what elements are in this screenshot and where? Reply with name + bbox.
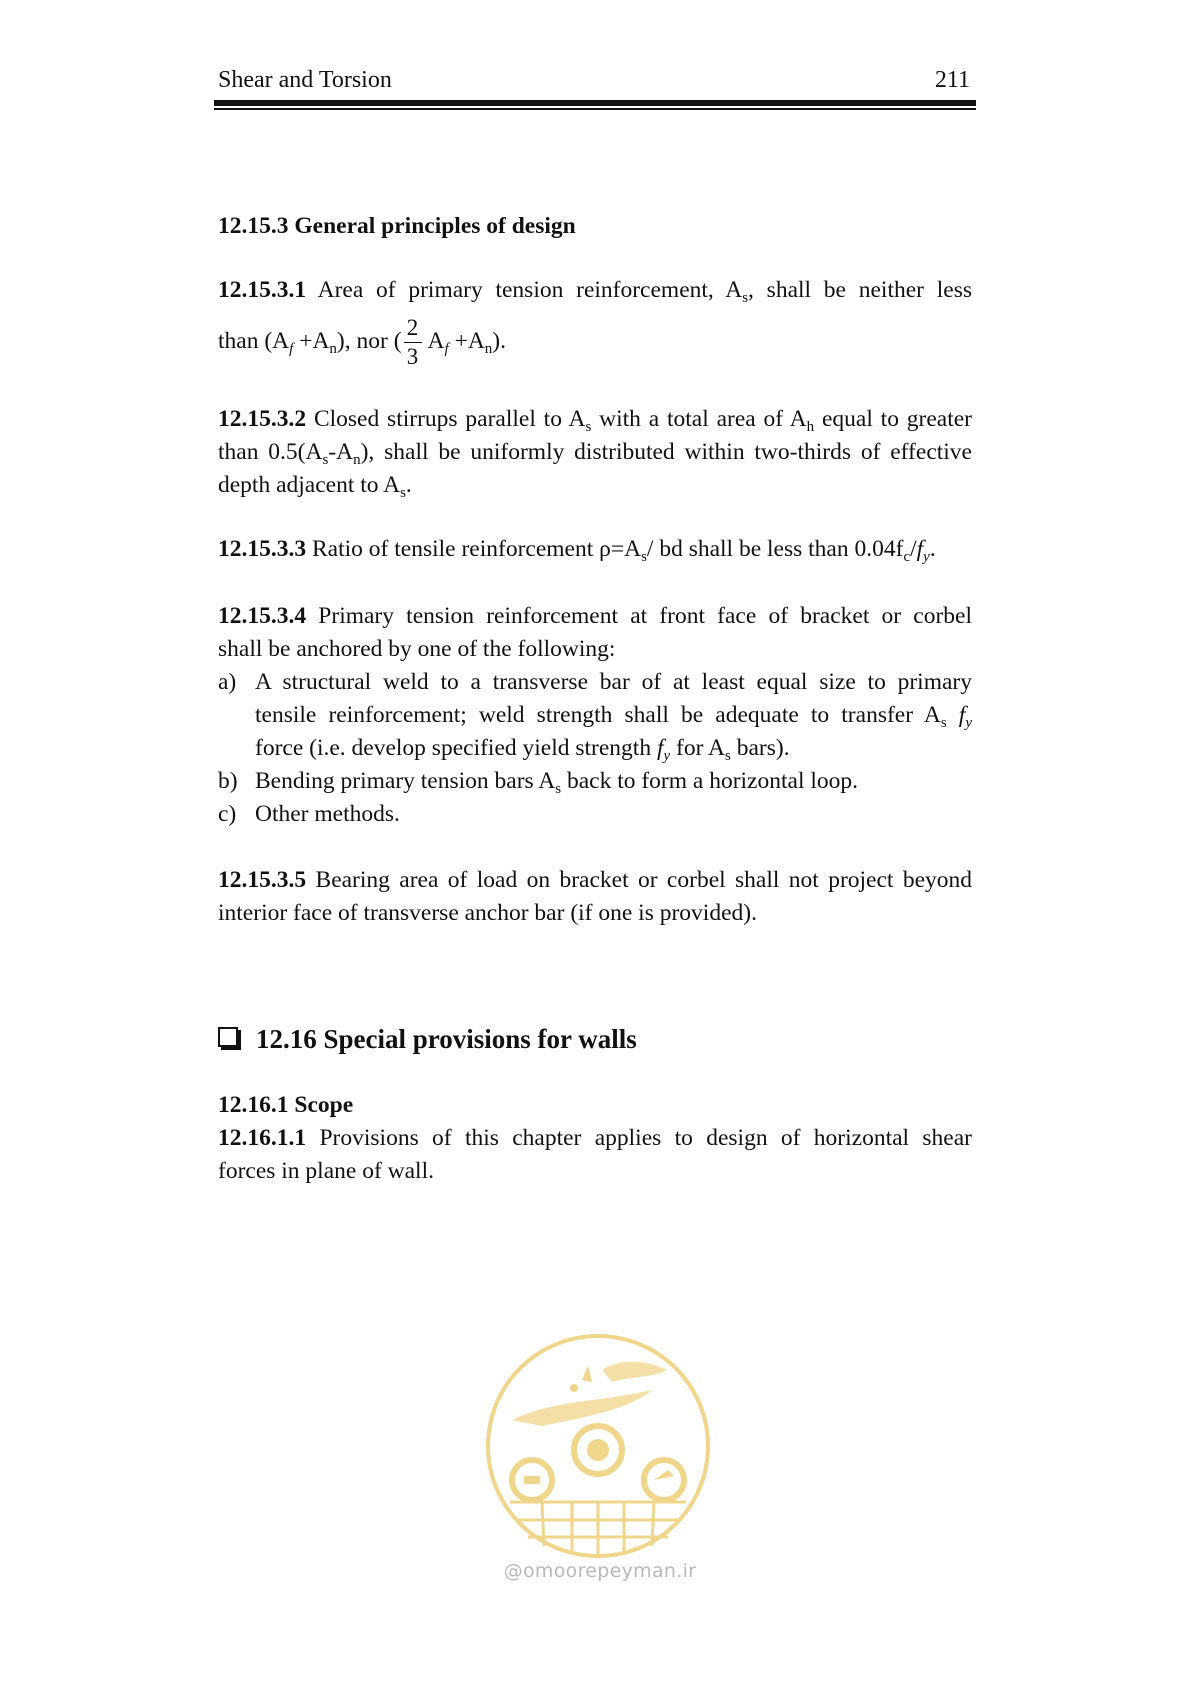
fraction-two-thirds: $\frac{2}{3}$ <box>404 315 422 370</box>
list-marker: b) <box>218 768 238 794</box>
paragraph-line: depth adjacent to $A_s$. <box>218 472 412 501</box>
section-heading-12-15-3: 12.15.3 General principles of design <box>218 213 576 239</box>
clause-number: 12.15.3.2 <box>218 406 307 432</box>
running-header-title: Shear and Torsion <box>218 67 392 93</box>
checkbox-square-icon <box>218 1027 238 1047</box>
watermark-logo <box>482 1330 714 1562</box>
paragraph-line: 12.15.3.2 Closed stirrups parallel to $A_s$ with a total area of $A_h$ equal to greater <box>218 406 972 435</box>
clause-number: 12.16.1.1 <box>218 1125 307 1151</box>
paragraph-line: forces in plane of wall. <box>218 1158 434 1184</box>
list-item: a) A structural weld to a transverse bar of at least equal size to primary tensile reinforcement; weld strength shall be adequate to transfer $A_s$ $f_y$ force (i.e. develop specified yield strength $f_y$ for $A_s$ bars). <box>218 666 972 765</box>
section-heading-12-16: 12.16 Special provisions for walls <box>218 1022 637 1056</box>
paragraph-12-16-1-1 <box>218 1122 972 1188</box>
page-number: 211 <box>934 67 970 93</box>
header-rule-thick <box>214 100 976 106</box>
paragraph-line: 12.15.3.5 Bearing area of load on bracket or corbel shall not project beyond <box>218 867 973 893</box>
paragraph-line: than $0.5(A_s-A_n)$, shall be uniformly distributed within two-thirds of effective <box>218 439 972 468</box>
paragraph-line: 12.15.3.3 Ratio of tensile reinforcement $\rho=A_s/$ bd shall be less than $0.04f_c/f_y$. <box>218 536 936 565</box>
paragraph-12-15-3-4 <box>218 600 972 831</box>
paragraph-line: 12.16.1.1 Provisions of this chapter applies to design of horizontal shear <box>218 1125 972 1151</box>
list-marker: c) <box>218 801 237 827</box>
watermark-url: @omoorepeyman.ir <box>503 1560 697 1582</box>
paragraph-line: 12.15.3.1 Area of primary tension reinforcement, $A_s$, shall be neither less <box>218 277 972 306</box>
section-heading-12-16-1: 12.16.1 Scope <box>218 1092 354 1118</box>
clause-number: 12.15.3.1 <box>218 277 307 303</box>
paragraph-line: than $(A_f +A_n)$, nor ( $\frac{2}{3}$ $A_f +A_n$). <box>218 315 506 369</box>
paragraph-12-15-3-3 <box>218 533 972 566</box>
at-icon: @ <box>503 1560 523 1582</box>
paragraph-12-15-3-5 <box>218 864 972 930</box>
paragraph-12-15-3-2 <box>218 403 972 502</box>
list-marker: a) <box>218 669 237 695</box>
paragraph-12-15-3-1 <box>218 274 972 370</box>
header-rule-thin <box>214 108 976 110</box>
paragraph-line: 12.15.3.4 Primary tension reinforcement at front face of bracket or corbel <box>218 603 972 629</box>
list-item: c) Other methods. <box>218 798 972 831</box>
clause-number: 12.15.3.5 <box>218 867 307 893</box>
paragraph-line: interior face of transverse anchor bar (if one is provided). <box>218 900 757 926</box>
paragraph-line: shall be anchored by one of the following: <box>218 636 616 662</box>
clause-number: 12.15.3.4 <box>218 603 307 629</box>
list-item: b) Bending primary tension bars $A_s$ back to form a horizontal loop. <box>218 765 972 798</box>
clause-number: 12.15.3.3 <box>218 536 307 562</box>
